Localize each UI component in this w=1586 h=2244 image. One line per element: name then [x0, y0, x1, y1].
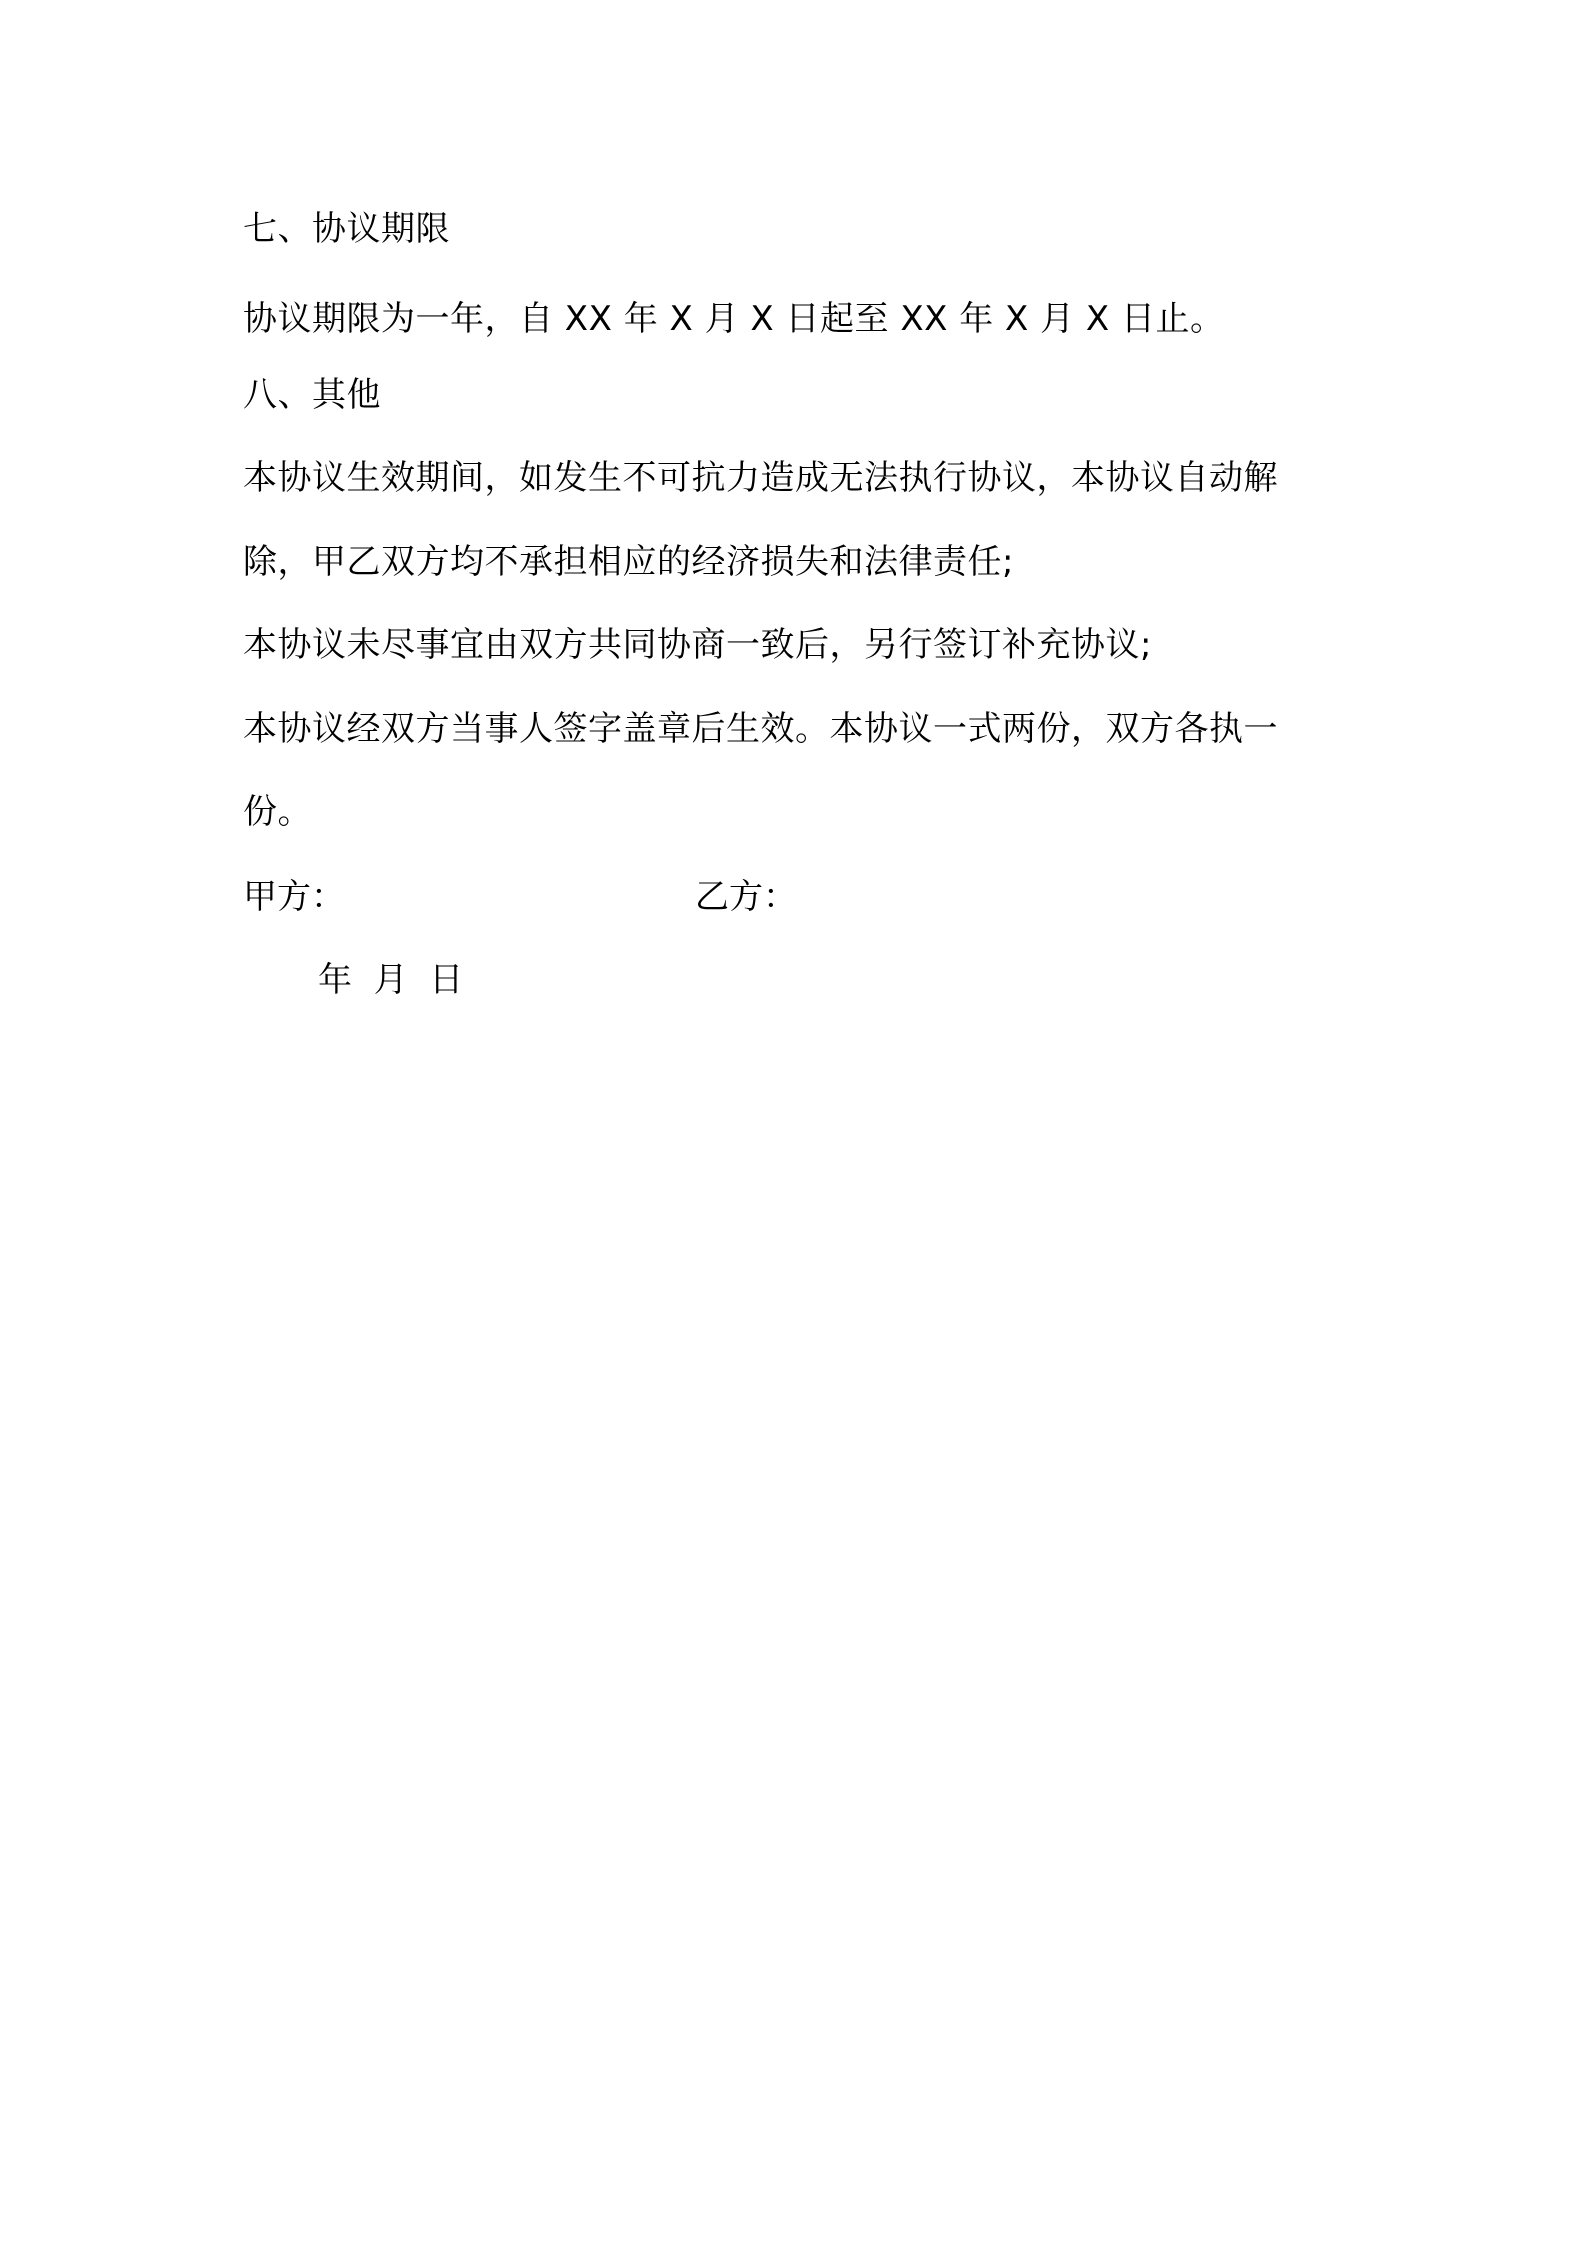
section-7-body: 协议期限为一年，自 XX 年 X 月 X 日起至 XX 年 X 月 X 日止。 [243, 299, 1225, 339]
section-7-heading: 七、协议期限 [243, 209, 450, 249]
signature-row [243, 875, 1343, 919]
party-a-label: 甲方： [243, 877, 345, 917]
section-8-para1-line2: 除，甲乙双方均不承担相应的经济损失和法律责任; [243, 542, 1014, 582]
signature-date: 年 月 日 [318, 960, 464, 1000]
party-b-label: 乙方： [695, 877, 797, 917]
section-8-para3-line1: 本协议经双方当事人签字盖章后生效。本协议一式两份，双方各执一 [243, 709, 1278, 749]
section-8-para1-line1: 本协议生效期间，如发生不可抗力造成无法执行协议，本协议自动解 [243, 458, 1278, 498]
section-8-para2: 本协议未尽事宜由双方共同协商一致后，另行签订补充协议; [243, 625, 1152, 665]
section-8-para3-line2: 份。 [243, 792, 312, 832]
section-8-heading: 八、其他 [243, 375, 381, 415]
